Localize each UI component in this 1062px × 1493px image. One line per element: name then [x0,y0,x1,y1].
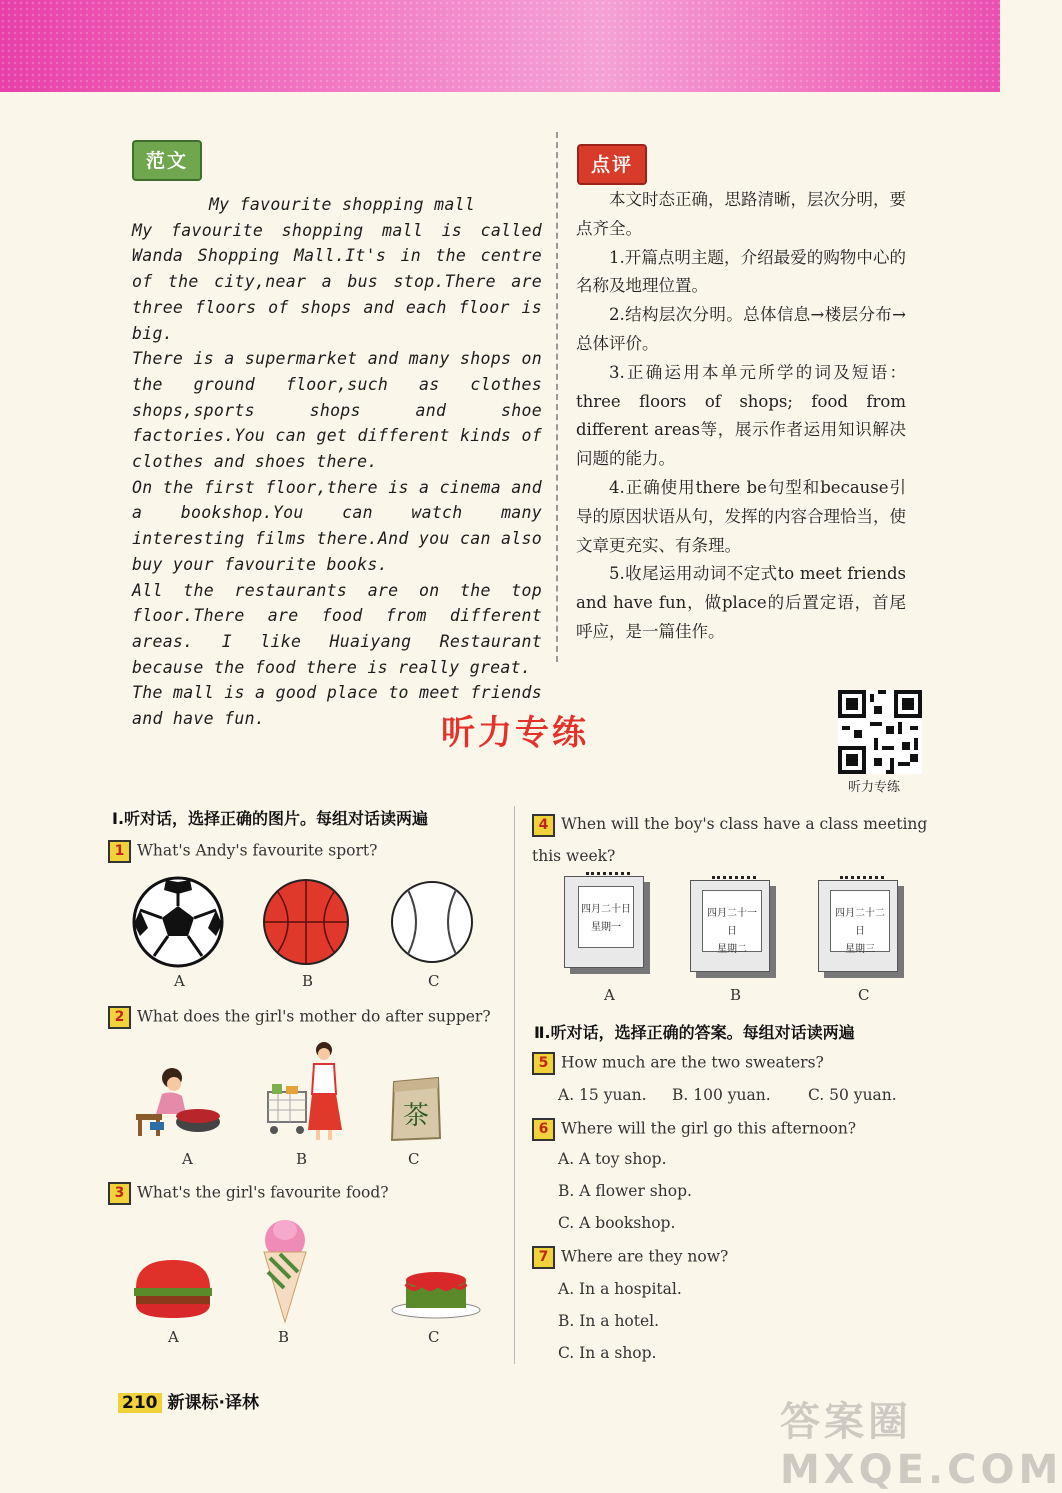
model-essay [132,192,542,732]
comment-paragraph: 5.收尾运用动词不定式to meet friends and have fun，做place的后置定语，首尾呼应，是一篇佳作。 [576,564,906,641]
question-4 [532,808,928,872]
tea-label: 茶 [402,1101,430,1131]
question-number: 4 [532,814,555,837]
qr-code-icon[interactable] [838,690,922,774]
option-label: A [174,972,185,990]
option-label: A [168,1328,179,1346]
calendar-date: 四月二十日 [581,904,631,915]
question-7 [532,1246,728,1269]
essay-paragraph: My favourite shopping mall is called Wanda Shopping Mall.It's in the centre of the city,near a bus stop.There are three floors of shops and each floor is big. [132,220,542,343]
calendar-icon [690,880,776,978]
basketball-icon [262,878,350,966]
option-label: C [428,972,440,990]
column-divider [556,132,558,662]
question-1 [108,840,377,863]
book-name: 新课标·译林 [167,1393,259,1413]
question-3 [108,1182,389,1205]
question-text: What does the girl's mother do after supper? [137,1007,491,1026]
option-c[interactable]: C. In a shop. [558,1344,657,1362]
question-number: 6 [532,1118,555,1141]
option-label: B [278,1328,290,1346]
comment-block [576,186,906,647]
option-a[interactable]: A. In a hospital. [558,1280,682,1298]
option-b[interactable]: B. A flower shop. [558,1182,692,1200]
option-label: C [428,1328,440,1346]
question-text: What's Andy's favourite sport? [137,841,378,860]
option-c[interactable]: C. A bookshop. [558,1214,676,1232]
essay-paragraph: There is a supermarket and many shops on the ground floor,such as clothes shops,sports shops and shoe factories.You can get different kinds of clothes and shoes there. [132,349,542,472]
question-number: 3 [108,1182,131,1205]
question-text: How much are the two sweaters? [561,1053,824,1072]
calendar-day: 星期三 [845,944,875,955]
question-number: 7 [532,1246,555,1269]
question-6 [532,1118,856,1141]
comment-paragraph: 3.正确运用本单元所学的词及短语：three floors of shops; food from different areas等，展示作者运用知识解决问题的能力。 [576,362,906,469]
hamburger-icon [132,1256,214,1322]
column-divider [514,806,515,1364]
option-label: B [730,986,742,1004]
essay-paragraph: On the first floor,there is a cinema and a bookshop.You can watch many interesting films there.And you can also buy your favourite books. [132,477,542,574]
tea-bag-icon [390,1074,442,1144]
comment-paragraph: 1.开篇点明主题，介绍最爱的购物中心的名称及地理位置。 [576,247,906,296]
question-text: What's the girl's favourite food? [137,1183,389,1202]
calendar-date: 四月二十二日 [835,908,885,937]
option-b[interactable]: B. In a hotel. [558,1312,660,1330]
soccer-ball-icon [132,876,224,968]
essay-title: My favourite shopping mall [208,195,476,214]
calendar-date: 四月二十一日 [707,908,757,937]
shopping-woman-icon [262,1040,352,1144]
section-title: 听力专练 [441,713,589,753]
part2-heading: Ⅱ.听对话，选择正确的答案。每组对话读两遍 [534,1023,855,1042]
baseball-icon [390,880,474,964]
option-a[interactable]: A. 15 yuan. [558,1086,647,1104]
watermark: 答案圈 MXQE.COM [780,1399,1062,1493]
calendar-icon [564,876,650,974]
comment-paragraph: 本文时态正确，思路清晰，层次分明，要点齐全。 [576,190,906,238]
cake-icon [390,1266,482,1320]
header-banner [0,0,1000,92]
ice-cream-icon [260,1218,310,1324]
option-a[interactable]: A. A toy shop. [558,1150,667,1168]
option-label: B [302,972,314,990]
washing-clothes-icon [132,1064,228,1140]
page-number: 210 [118,1393,162,1413]
question-number: 2 [108,1006,131,1029]
comment-tag: 点评 [577,144,647,185]
calendar-day: 星期二 [717,944,747,955]
option-label: B [296,1150,308,1168]
question-number: 5 [532,1052,555,1075]
option-c[interactable]: C. 50 yuan. [808,1086,897,1104]
calendar-icon [818,880,904,978]
essay-paragraph: The mall is a good place to meet friends and have fun. [132,683,542,729]
comment-paragraph: 2.结构层次分明。总体信息→楼层分布→总体评价。 [576,305,906,353]
calendar-day: 星期一 [591,922,621,933]
question-2 [108,1006,491,1029]
option-b[interactable]: B. 100 yuan. [672,1086,771,1104]
option-label: C [408,1150,420,1168]
option-label: A [604,986,615,1004]
question-text: Where are they now? [561,1247,729,1266]
qr-label: 听力专练 [848,780,901,795]
question-text: Where will the girl go this afternoon? [561,1119,857,1138]
option-label: A [182,1150,193,1168]
comment-paragraph: 4.正确使用there be句型和because引导的原因状语从句，发挥的内容合理恰当，使文章更充实、有条理。 [576,477,906,555]
part1-heading: Ⅰ.听对话，选择正确的图片。每组对话读两遍 [112,809,429,828]
page-footer [118,1388,259,1413]
question-number: 1 [108,840,131,863]
option-label: C [858,986,870,1004]
question-text: When will the boy's class have a class meeting this week? [532,815,928,865]
essay-paragraph: All the restaurants are on the top floor.There are food from different areas. I like Huaiyang Restaurant because the food there is really great. [132,580,542,677]
question-5 [532,1052,824,1075]
model-essay-tag: 范文 [132,140,202,181]
